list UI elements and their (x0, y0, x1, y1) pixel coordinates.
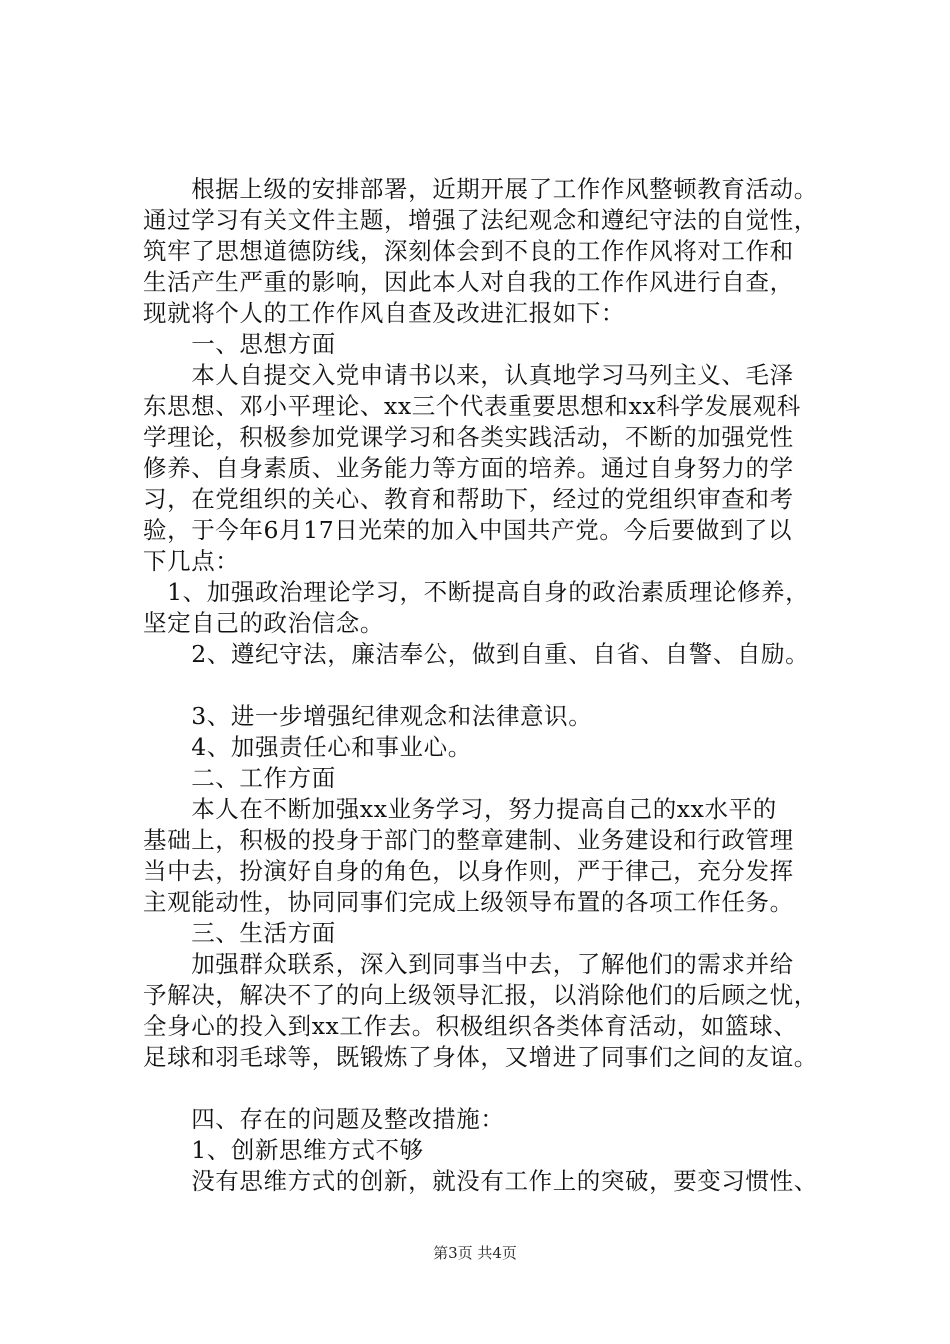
body-line: 加强群众联系，深入到同事当中去，了解他们的需求并给 (143, 950, 794, 978)
list-item: 4、加强责任心和事业心。 (143, 733, 472, 761)
body-line: 根据上级的安排部署，近期开展了工作作风整顿教育活动。 (143, 175, 818, 203)
list-item: 3、进一步增强纪律观念和法律意识。 (143, 702, 593, 730)
body-line: 东思想、邓小平理论、xx三个代表重要思想和xx科学发展观科 (143, 392, 801, 420)
body-line: 本人自提交入党申请书以来，认真地学习马列主义、毛泽 (143, 361, 794, 389)
body-line: 生活产生严重的影响，因此本人对自我的工作作风进行自查， (143, 268, 794, 296)
body-line: 筑牢了思想道德防线，深刻体会到不良的工作作风将对工作和 (143, 237, 794, 265)
body-line: 主观能动性，协同同事们完成上级领导布置的各项工作任务。 (143, 888, 794, 916)
page-footer: 第3页 共4页 (433, 1244, 517, 1262)
list-item: 1、创新思维方式不够 (143, 1136, 424, 1164)
body-line: 修养、自身素质、业务能力等方面的培养。通过自身努力的学 (143, 454, 794, 482)
body-line: 通过学习有关文件主题，增强了法纪观念和遵纪守法的自觉性， (143, 206, 818, 234)
body-line: 下几点： (143, 547, 240, 575)
body-line: 予解决，解决不了的向上级领导汇报，以消除他们的后顾之忧， (143, 981, 818, 1009)
section-heading: 四、存在的问题及整改措施： (143, 1105, 505, 1133)
body-line: 足球和羽毛球等，既锻炼了身体，又增进了同事们之间的友谊。 (143, 1043, 818, 1071)
section-heading: 二、工作方面 (143, 764, 336, 792)
body-line: 当中去，扮演好自身的角色，以身作则，严于律己，充分发挥 (143, 857, 794, 885)
list-item: 1、加强政治理论学习，不断提高自身的政治素质理论修养， (143, 578, 810, 606)
body-line: 基础上，积极的投身于部门的整章建制、业务建设和行政管理 (143, 826, 794, 854)
body-line: 坚定自己的政治信念。 (143, 609, 384, 637)
section-heading: 三、生活方面 (143, 919, 336, 947)
body-line: 本人在不断加强xx业务学习，努力提高自己的xx水平的 (143, 795, 777, 823)
section-heading: 一、思想方面 (143, 330, 336, 358)
body-line: 验，于今年6月17日光荣的加入中国共产党。今后要做到了以 (143, 516, 793, 544)
body-line: 全身心的投入到xx工作去。积极组织各类体育活动，如篮球、 (143, 1012, 798, 1040)
body-line: 习，在党组织的关心、教育和帮助下，经过的党组织审查和考 (143, 485, 794, 513)
list-item: 2、遵纪守法，廉洁奉公，做到自重、自省、自警、自励。 (143, 640, 810, 668)
body-line: 现就将个人的工作作风自查及改进汇报如下： (143, 299, 625, 327)
body-line: 没有思维方式的创新，就没有工作上的突破，要变习惯性、 (143, 1167, 818, 1195)
body-line: 学理论，积极参加党课学习和各类实践活动，不断的加强党性 (143, 423, 794, 451)
